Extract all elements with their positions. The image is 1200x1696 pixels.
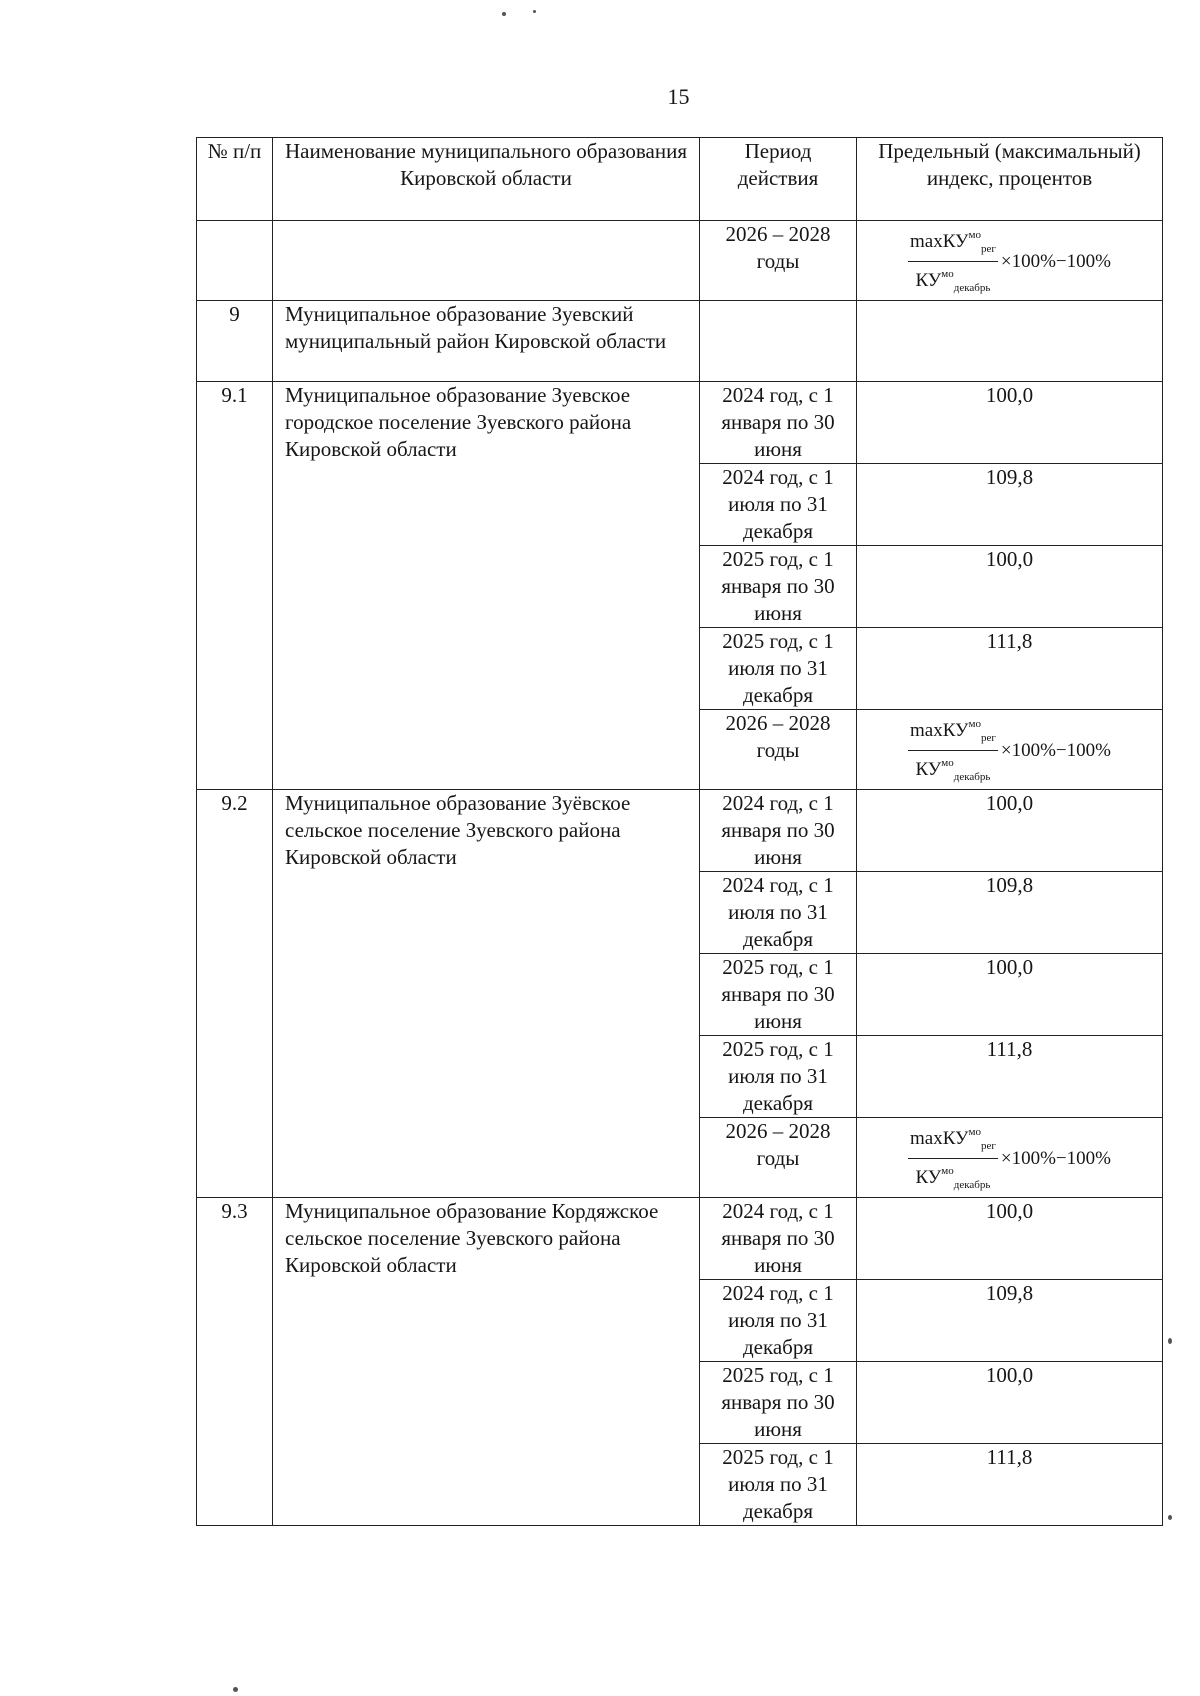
formula-numerator: maxКУ$^{мо}_{рег}$ — [908, 712, 998, 751]
index-formula — [908, 712, 1111, 789]
index-cell: 109,8 — [857, 872, 1163, 954]
period-cell: 2025 год, с 1 января по 30 июня — [700, 954, 857, 1036]
period-cell: 2025 год, с 1 июля по 31 декабря — [700, 1036, 857, 1118]
settlement-num: 9.2 — [197, 790, 273, 1198]
formula-fraction — [908, 223, 998, 300]
scan-speck — [1168, 1515, 1172, 1520]
formula-rest: ×100%−100% — [1000, 251, 1111, 272]
index-cell: 100,0 — [857, 954, 1163, 1036]
period-cell: 2024 год, с 1 января по 30 июня — [700, 790, 857, 872]
index-cell: 111,8 — [857, 1036, 1163, 1118]
formula-rest: ×100%−100% — [1000, 740, 1111, 761]
index-cell: 100,0 — [857, 1362, 1163, 1444]
period-cell: 2026 – 2028 годы — [700, 710, 857, 790]
continuation-num-cell — [197, 221, 273, 301]
settlement-name: Муниципальное образование Зуёвское сельское поселение Зуевского района Кировской области — [273, 790, 700, 1198]
period-cell: 2024 год, с 1 января по 30 июня — [700, 1198, 857, 1280]
district-name: Муниципальное образование Зуевский муниципальный район Кировской области — [273, 301, 700, 382]
formula-numerator: maxКУ$^{мо}_{рег}$ — [908, 1120, 998, 1159]
table-body — [197, 138, 1163, 1526]
header-period: Период действия — [700, 138, 857, 221]
index-formula — [908, 223, 1111, 300]
settlement-name: Муниципальное образование Кордяжское сельское поселение Зуевского района Кировской области — [273, 1198, 700, 1526]
district-row — [197, 301, 1163, 382]
index-cell: 100,0 — [857, 382, 1163, 464]
continuation-period: 2026 – 2028 годы — [700, 221, 857, 301]
period-cell: 2025 год, с 1 января по 30 июня — [700, 546, 857, 628]
district-index-cell — [857, 301, 1163, 382]
settlement-num: 9.1 — [197, 382, 273, 790]
continuation-formula — [857, 221, 1163, 301]
header-num: № п/п — [197, 138, 273, 221]
period-row — [197, 1198, 1163, 1280]
period-cell: 2024 год, с 1 июля по 31 декабря — [700, 464, 857, 546]
index-cell — [857, 1118, 1163, 1198]
formula-denominator: $КУ^{мо}_{декабрь}$ — [915, 268, 991, 294]
index-cell: 109,8 — [857, 1280, 1163, 1362]
formula-rest: ×100%−100% — [1000, 1148, 1111, 1169]
district-num: 9 — [197, 301, 273, 382]
formula-fraction — [908, 1120, 998, 1197]
scan-speck — [233, 1687, 238, 1692]
continuation-row — [197, 221, 1163, 301]
period-cell: 2025 год, с 1 июля по 31 декабря — [700, 1444, 857, 1526]
index-cell: 100,0 — [857, 546, 1163, 628]
index-cell: 111,8 — [857, 1444, 1163, 1526]
formula-denominator: $КУ^{мо}_{декабрь}$ — [915, 757, 991, 783]
period-row — [197, 382, 1163, 464]
scan-speck — [1168, 1338, 1172, 1344]
period-row — [197, 790, 1163, 872]
formula-denominator: $КУ^{мо}_{декабрь}$ — [915, 1165, 991, 1191]
header-name: Наименование муниципального образования Кировской области — [273, 138, 700, 221]
index-cell: 111,8 — [857, 628, 1163, 710]
period-cell: 2025 год, с 1 июля по 31 декабря — [700, 628, 857, 710]
index-cell — [857, 710, 1163, 790]
formula-numerator: maxКУ$^{мо}_{рег}$ — [908, 223, 998, 262]
header-index: Предельный (максимальный) индекс, процентов — [857, 138, 1163, 221]
index-table — [196, 137, 1163, 1526]
index-formula — [908, 1120, 1111, 1197]
index-cell: 100,0 — [857, 790, 1163, 872]
period-cell: 2026 – 2028 годы — [700, 1118, 857, 1198]
settlement-num: 9.3 — [197, 1198, 273, 1526]
continuation-name-cell — [273, 221, 700, 301]
index-cell: 109,8 — [857, 464, 1163, 546]
scan-speck — [502, 12, 506, 16]
scan-speck — [533, 10, 536, 13]
formula-fraction — [908, 712, 998, 789]
header-row — [197, 138, 1163, 221]
district-period-cell — [700, 301, 857, 382]
index-cell: 100,0 — [857, 1198, 1163, 1280]
period-cell: 2024 год, с 1 января по 30 июня — [700, 382, 857, 464]
period-cell: 2025 год, с 1 января по 30 июня — [700, 1362, 857, 1444]
page-number: 15 — [667, 84, 690, 109]
period-cell: 2024 год, с 1 июля по 31 декабря — [700, 1280, 857, 1362]
period-cell: 2024 год, с 1 июля по 31 декабря — [700, 872, 857, 954]
settlement-name: Муниципальное образование Зуевское городское поселение Зуевского района Кировской области — [273, 382, 700, 790]
